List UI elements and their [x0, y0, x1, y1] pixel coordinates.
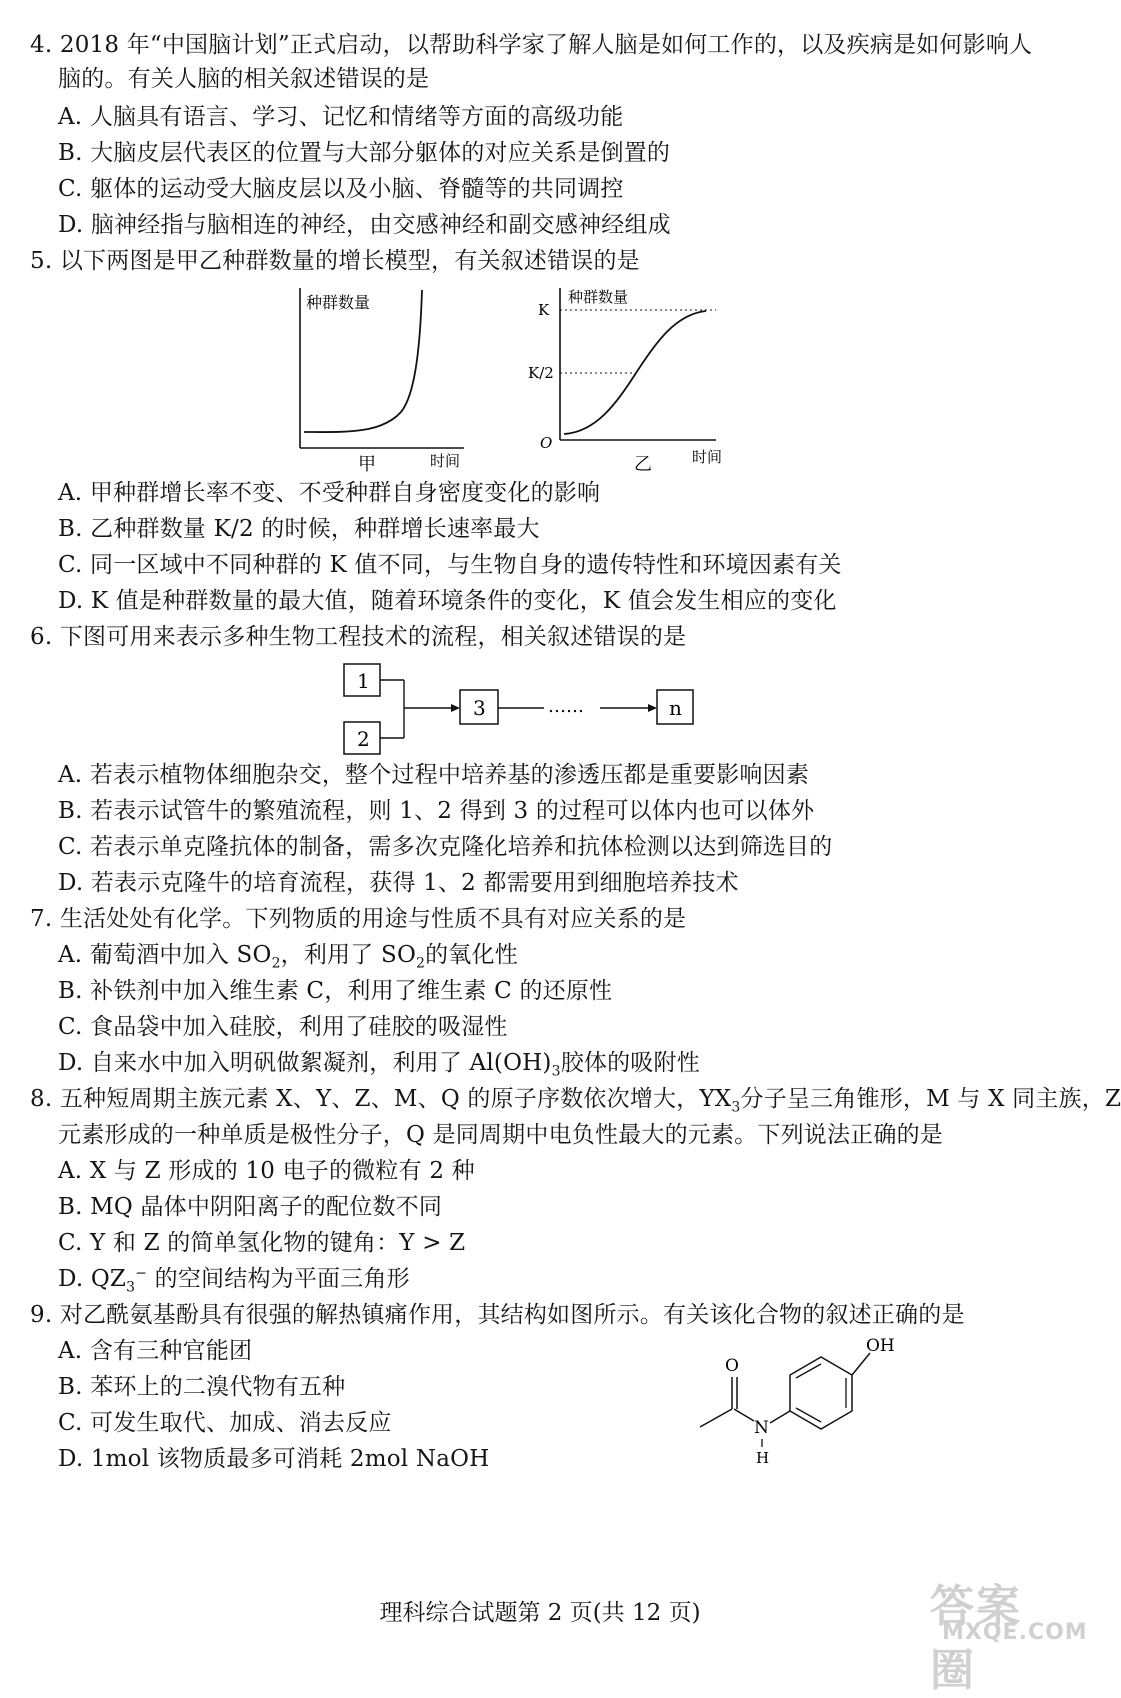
flow-box-1-label: 1 [357, 669, 370, 693]
bond-c-n [734, 1409, 754, 1421]
flow-box-n-label: n [669, 696, 682, 720]
bond-ch3-c [700, 1409, 732, 1427]
graph-yi-caption: 乙 [634, 454, 652, 475]
benzene-ring [790, 1357, 852, 1429]
q9-option-b: B. 苯环上的二溴代物有五种 [58, 1374, 346, 1400]
q8-option-a: A. X 与 Z 形成的 10 电子的微粒有 2 种 [58, 1158, 475, 1184]
q8-stem-line1: 8. 五种短周期主族元素 X、Y、Z、M、Q 的原子序数依次增大，$YX_3$分子呈三角锥形，M 与 X 同主族，Z [30, 1086, 1121, 1116]
page-footer: 理科综合试题第 2 页(共 12 页) [379, 1600, 701, 1626]
q6-flow-diagram [330, 660, 710, 760]
flow-dots: …… [548, 696, 584, 717]
q6-option-d: D. 若表示克隆牛的培育流程，获得 1、2 都需要用到细胞培养技术 [58, 870, 739, 896]
watermark-text: 答案圈 [930, 1581, 1022, 1696]
q7-stem: 7. 生活处处有化学。下列物质的用途与性质不具有对应关系的是 [30, 906, 687, 932]
acetaminophen-structure [690, 1335, 930, 1475]
bond-n-ring [770, 1411, 790, 1423]
q4-option-a: A. 人脑具有语言、学习、记忆和情绪等方面的高级功能 [58, 104, 624, 130]
q6-option-a: A. 若表示植物体细胞杂交，整个过程中培养基的渗透压都是重要影响因素 [58, 762, 810, 788]
q9-option-a: A. 含有三种官能团 [58, 1338, 253, 1364]
q7-option-a: A. 葡萄酒中加入 $SO_2$，利用了 $SO_2$的氧化性 [58, 942, 518, 972]
q4-option-c: C. 躯体的运动受大脑皮层以及小脑、脊髓等的共同调控 [58, 176, 624, 202]
graph-jia-caption: 甲 [358, 454, 376, 475]
q4-option-b: B. 大脑皮层代表区的位置与大部分躯体的对应关系是倒置的 [58, 140, 671, 166]
atom-h: H [756, 1449, 770, 1467]
graph-yi-origin-label: O [540, 434, 553, 452]
graph-yi-k2-label: K/2 [528, 364, 554, 382]
q9-option-d: D. 1mol 该物质最多可消耗 2mol NaOH [58, 1446, 490, 1472]
graph-jia [286, 284, 486, 474]
bond-ring-oh [852, 1353, 870, 1375]
q7-option-b: B. 补铁剂中加入维生素 C，利用了维生素 C 的还原性 [58, 978, 613, 1004]
flow-box-3-label: 3 [473, 696, 486, 720]
graph-yi-ylabel: 种群数量 [568, 288, 629, 306]
q7-option-d: D. 自来水中加入明矾做絮凝剂，利用了 $Al(OH)_3$胶体的吸附性 [58, 1050, 700, 1080]
graph-jia-ylabel: 种群数量 [306, 293, 371, 312]
watermark-url: MXQE.COM [942, 1620, 1088, 1645]
q5-option-b: B. 乙种群数量 K/2 的时候，种群增长速率最大 [58, 516, 540, 542]
q8-stem-line2: 元素形成的一种单质是极性分子，Q 是同周期中电负性最大的元素。下列说法正确的是 [58, 1122, 943, 1148]
q6-option-c: C. 若表示单克隆抗体的制备，需多次克隆化培养和抗体检测以达到筛选目的 [58, 834, 833, 860]
group-oh: OH [866, 1336, 895, 1356]
q5-option-d: D. K 值是种群数量的最大值，随着环境条件的变化，K 值会发生相应的变化 [58, 588, 837, 614]
q8-option-c: C. Y 和 Z 的简单氢化物的键角：Y > Z [58, 1230, 466, 1256]
q9-stem: 9. 对乙酰氨基酚具有很强的解热镇痛作用，其结构如图所示。有关该化合物的叙述正确的是 [30, 1302, 965, 1328]
q5-stem: 5. 以下两图是甲乙种群数量的增长模型，有关叙述错误的是 [30, 248, 640, 274]
q6-option-b: B. 若表示试管牛的繁殖流程，则 1、2 得到 3 的过程可以体内也可以体外 [58, 798, 815, 824]
q5-option-c: C. 同一区域中不同种群的 K 值不同，与生物自身的遗传特性和环境因素有关 [58, 552, 842, 578]
q6-stem: 6. 下图可用来表示多种生物工程技术的流程，相关叙述错误的是 [30, 624, 687, 650]
q8-option-b: B. MQ 晶体中阴阳离子的配位数不同 [58, 1194, 443, 1220]
q5-option-a: A. 甲种群增长率不变、不受种群自身密度变化的影响 [58, 480, 601, 506]
watermark-logo [922, 1570, 1088, 1696]
q4-stem-line2: 脑的。有关人脑的相关叙述错误的是 [58, 66, 430, 92]
atom-n: N [754, 1418, 769, 1438]
graph-jia-xlabel: 时间 [430, 452, 461, 470]
graph-yi-xlabel: 时间 [692, 448, 723, 466]
q4-option-d: D. 脑神经指与脑相连的神经，由交感神经和副交感神经组成 [58, 212, 671, 238]
atom-o: O [725, 1356, 739, 1376]
q8-option-d: D. $QZ_3^-$ 的空间结构为平面三角形 [58, 1265, 410, 1296]
q9-option-c: C. 可发生取代、加成、消去反应 [58, 1410, 392, 1436]
q7-option-c: C. 食品袋中加入硅胶，利用了硅胶的吸湿性 [58, 1014, 508, 1040]
q4-stem-line1: 4. 2018 年“中国脑计划”正式启动，以帮助科学家了解人脑是如何工作的，以及疾病是如何影响人 [30, 32, 1033, 58]
flow-box-2-label: 2 [357, 727, 370, 751]
graph-yi-k-label: K [538, 301, 550, 319]
graph-yi [516, 284, 736, 476]
